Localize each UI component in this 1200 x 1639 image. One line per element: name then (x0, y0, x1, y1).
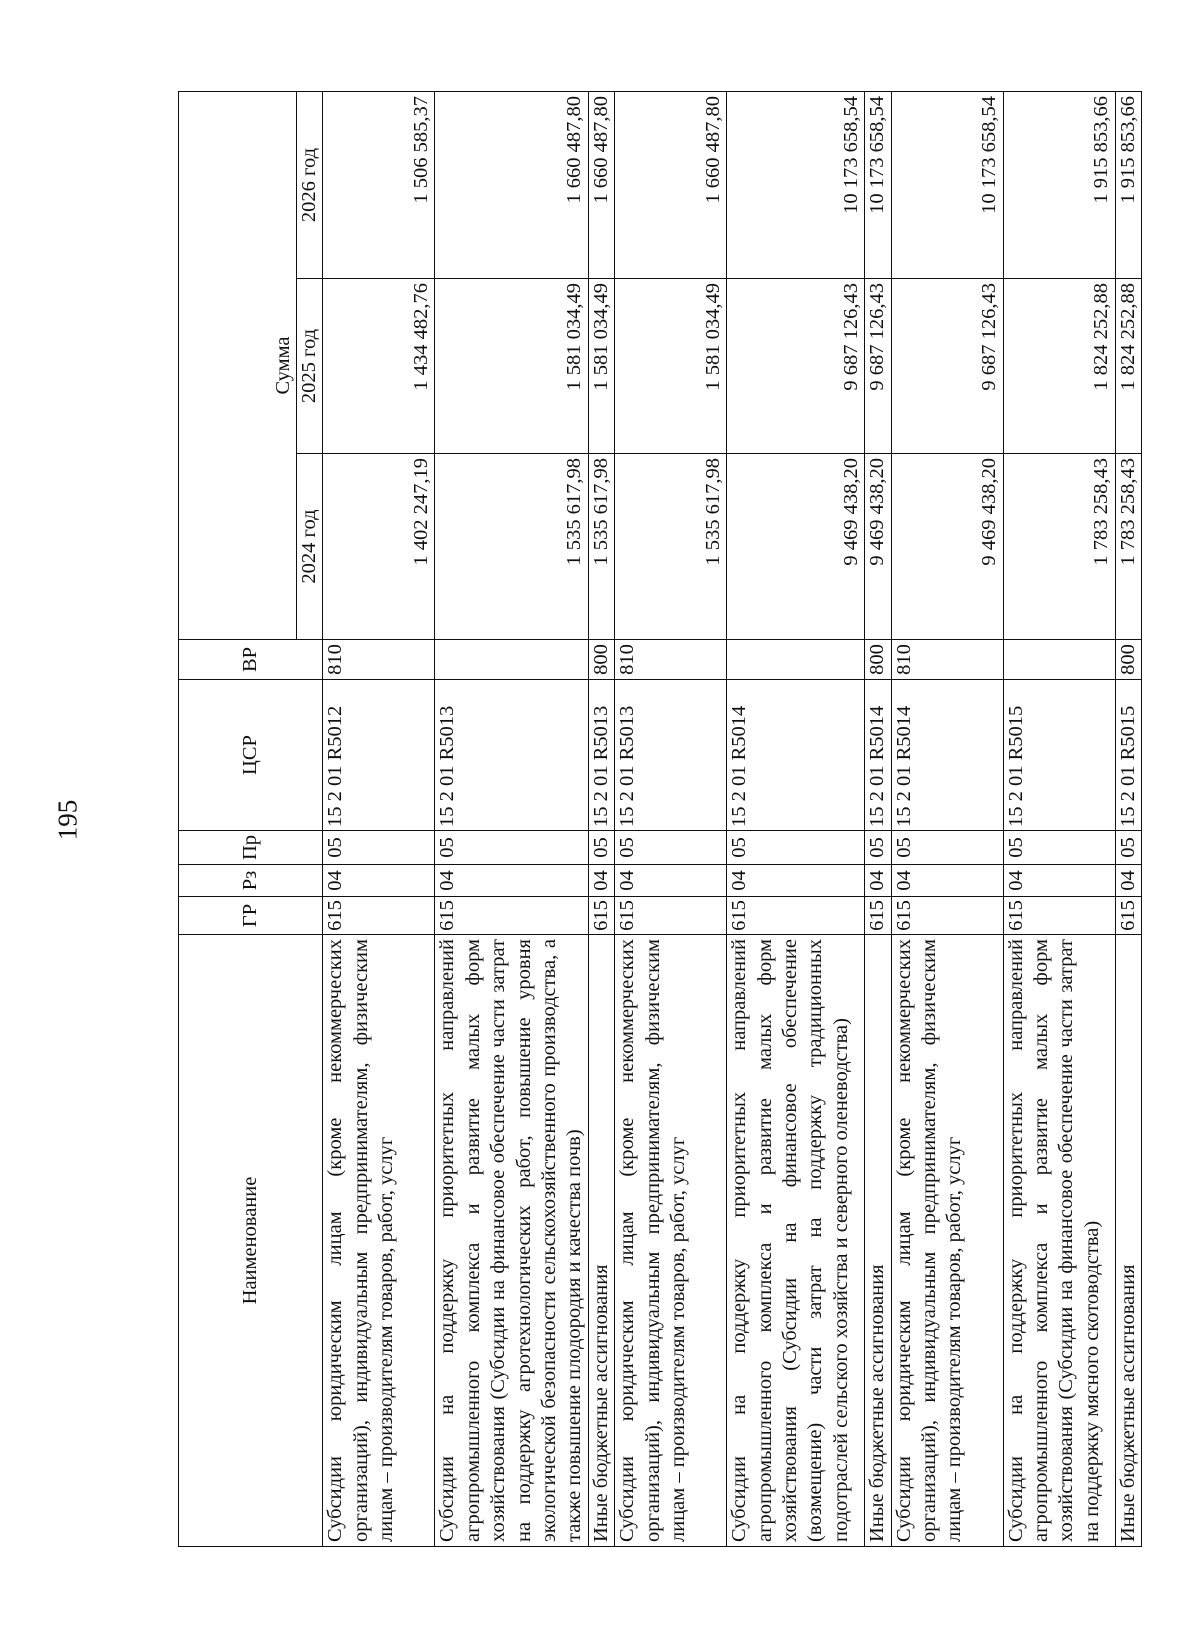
pr-cell: 05 (727, 831, 865, 865)
gr-cell: 615 (865, 897, 891, 935)
value-2026-cell: 1 915 853,66 (1115, 91, 1141, 278)
pr-cell: 05 (323, 831, 435, 865)
gr-cell: 615 (323, 897, 435, 935)
name-cell: Субсидии юридическим лицам (кроме некоммерческих организаций), индивидуальным предпринимателям, физическим лицам – производителям товаров, работ, услуг (615, 935, 727, 1547)
pr-cell: 05 (615, 831, 727, 865)
table-row (1003, 91, 1115, 1546)
pr-cell: 05 (1115, 831, 1141, 865)
value-2025-cell: 1 581 034,49 (435, 279, 588, 454)
value-2025-cell: 1 581 034,49 (588, 279, 614, 454)
header-vr: ВР (179, 640, 323, 680)
name-cell: Субсидии на поддержку приоритетных направлений агропромышленного комплекса и развитие малых форм хозяйствования (Субсидии на финансовое обеспечение части затрат на поддержку агротехнологических работ, повышение уровня экологической безопасности сельскохозяйственного производства, а также повышение плодородия и качества почв) (435, 935, 588, 1547)
header-rz: Рз (179, 865, 323, 897)
value-2024-cell: 9 469 438,20 (891, 454, 1003, 640)
pr-cell: 05 (588, 831, 614, 865)
value-2026-cell: 10 173 658,54 (727, 91, 865, 278)
csr-cell: 15 2 01 R5014 (891, 680, 1003, 831)
value-2024-cell: 1 783 258,43 (1003, 454, 1115, 640)
table-row (1115, 91, 1141, 1546)
vr-cell (727, 640, 865, 680)
pr-cell: 05 (1003, 831, 1115, 865)
gr-cell: 615 (435, 897, 588, 935)
header-csr: ЦСР (179, 680, 323, 831)
value-2026-cell: 1 506 585,37 (323, 91, 435, 278)
header-sum: Сумма (179, 91, 297, 639)
csr-cell: 15 2 01 R5014 (727, 680, 865, 831)
pr-cell: 05 (891, 831, 1003, 865)
vr-cell: 810 (323, 640, 435, 680)
value-2024-cell: 9 469 438,20 (865, 454, 891, 640)
value-2025-cell: 1 434 482,76 (323, 279, 435, 454)
page-number: 195 (52, 799, 83, 841)
value-2026-cell: 1 660 487,80 (588, 91, 614, 278)
gr-cell: 615 (727, 897, 865, 935)
value-2026-cell: 10 173 658,54 (865, 91, 891, 278)
vr-cell: 800 (865, 640, 891, 680)
csr-cell: 15 2 01 R5013 (615, 680, 727, 831)
value-2024-cell: 1 535 617,98 (615, 454, 727, 640)
table-row (615, 91, 727, 1546)
value-2025-cell: 9 687 126,43 (891, 279, 1003, 454)
vr-cell (435, 640, 588, 680)
name-cell: Субсидии юридическим лицам (кроме некоммерческих организаций), индивидуальным предпринимателям, физическим лицам – производителям товаров, работ, услуг (891, 935, 1003, 1547)
value-2025-cell: 9 687 126,43 (727, 279, 865, 454)
csr-cell: 15 2 01 R5015 (1115, 680, 1141, 831)
pr-cell: 05 (435, 831, 588, 865)
value-2026-cell: 1 915 853,66 (1003, 91, 1115, 278)
header-2024: 2024 год (297, 454, 323, 640)
value-2026-cell: 1 660 487,80 (435, 91, 588, 278)
name-cell: Субсидии на поддержку приоритетных направлений агропромышленного комплекса и развитие малых форм хозяйствования (Субсидии на финансовое обеспечение части затрат на поддержку мясного скотоводства) (1003, 935, 1115, 1547)
table-body (323, 91, 1142, 1546)
vr-cell: 800 (588, 640, 614, 680)
header-pr: Пр (179, 831, 323, 865)
table-row (435, 91, 588, 1546)
gr-cell: 615 (1115, 897, 1141, 935)
header-row-1 (179, 91, 297, 1546)
rz-cell: 04 (1003, 865, 1115, 897)
value-2025-cell: 1 824 252,88 (1115, 279, 1141, 454)
vr-cell: 810 (615, 640, 727, 680)
vr-cell (1003, 640, 1115, 680)
header-name: Наименование (179, 935, 323, 1547)
rz-cell: 04 (1115, 865, 1141, 897)
name-cell: Иные бюджетные ассигнования (1115, 935, 1141, 1547)
rz-cell: 04 (865, 865, 891, 897)
gr-cell: 615 (588, 897, 614, 935)
rz-cell: 04 (588, 865, 614, 897)
rotated-table-container (178, 92, 1139, 1547)
table-row (891, 91, 1003, 1546)
vr-cell: 800 (1115, 640, 1141, 680)
value-2024-cell: 1 535 617,98 (435, 454, 588, 640)
value-2024-cell: 9 469 438,20 (727, 454, 865, 640)
name-cell: Иные бюджетные ассигнования (588, 935, 614, 1547)
header-gr: ГР (179, 897, 323, 935)
csr-cell: 15 2 01 R5013 (588, 680, 614, 831)
rz-cell: 04 (615, 865, 727, 897)
value-2024-cell: 1 402 247,19 (323, 454, 435, 640)
header-2025: 2025 год (297, 279, 323, 454)
value-2025-cell: 1 824 252,88 (1003, 279, 1115, 454)
name-cell: Субсидии на поддержку приоритетных направлений агропромышленного комплекса и развитие малых форм хозяйствования (Субсидии на финансовое обеспечение (возмещение) части затрат на поддержку традиционных подотраслей сельского хозяйства и северного оленеводства) (727, 935, 865, 1547)
value-2025-cell: 1 581 034,49 (615, 279, 727, 454)
value-2026-cell: 1 660 487,80 (615, 91, 727, 278)
table-row (865, 91, 891, 1546)
gr-cell: 615 (891, 897, 1003, 935)
name-cell: Субсидии юридическим лицам (кроме некоммерческих организаций), индивидуальным предпринимателям, физическим лицам – производителям товаров, работ, услуг (323, 935, 435, 1547)
rz-cell: 04 (435, 865, 588, 897)
name-cell: Иные бюджетные ассигнования (865, 935, 891, 1547)
budget-table (178, 91, 1142, 1547)
value-2025-cell: 9 687 126,43 (865, 279, 891, 454)
header-2026: 2026 год (297, 91, 323, 278)
vr-cell: 810 (891, 640, 1003, 680)
value-2024-cell: 1 783 258,43 (1115, 454, 1141, 640)
csr-cell: 15 2 01 R5013 (435, 680, 588, 831)
csr-cell: 15 2 01 R5014 (865, 680, 891, 831)
gr-cell: 615 (1003, 897, 1115, 935)
table-row (727, 91, 865, 1546)
csr-cell: 15 2 01 R5012 (323, 680, 435, 831)
value-2026-cell: 10 173 658,54 (891, 91, 1003, 278)
value-2024-cell: 1 535 617,98 (588, 454, 614, 640)
rz-cell: 04 (891, 865, 1003, 897)
csr-cell: 15 2 01 R5015 (1003, 680, 1115, 831)
rz-cell: 04 (727, 865, 865, 897)
rz-cell: 04 (323, 865, 435, 897)
gr-cell: 615 (615, 897, 727, 935)
table-row (323, 91, 435, 1546)
table-row (588, 91, 614, 1546)
pr-cell: 05 (865, 831, 891, 865)
